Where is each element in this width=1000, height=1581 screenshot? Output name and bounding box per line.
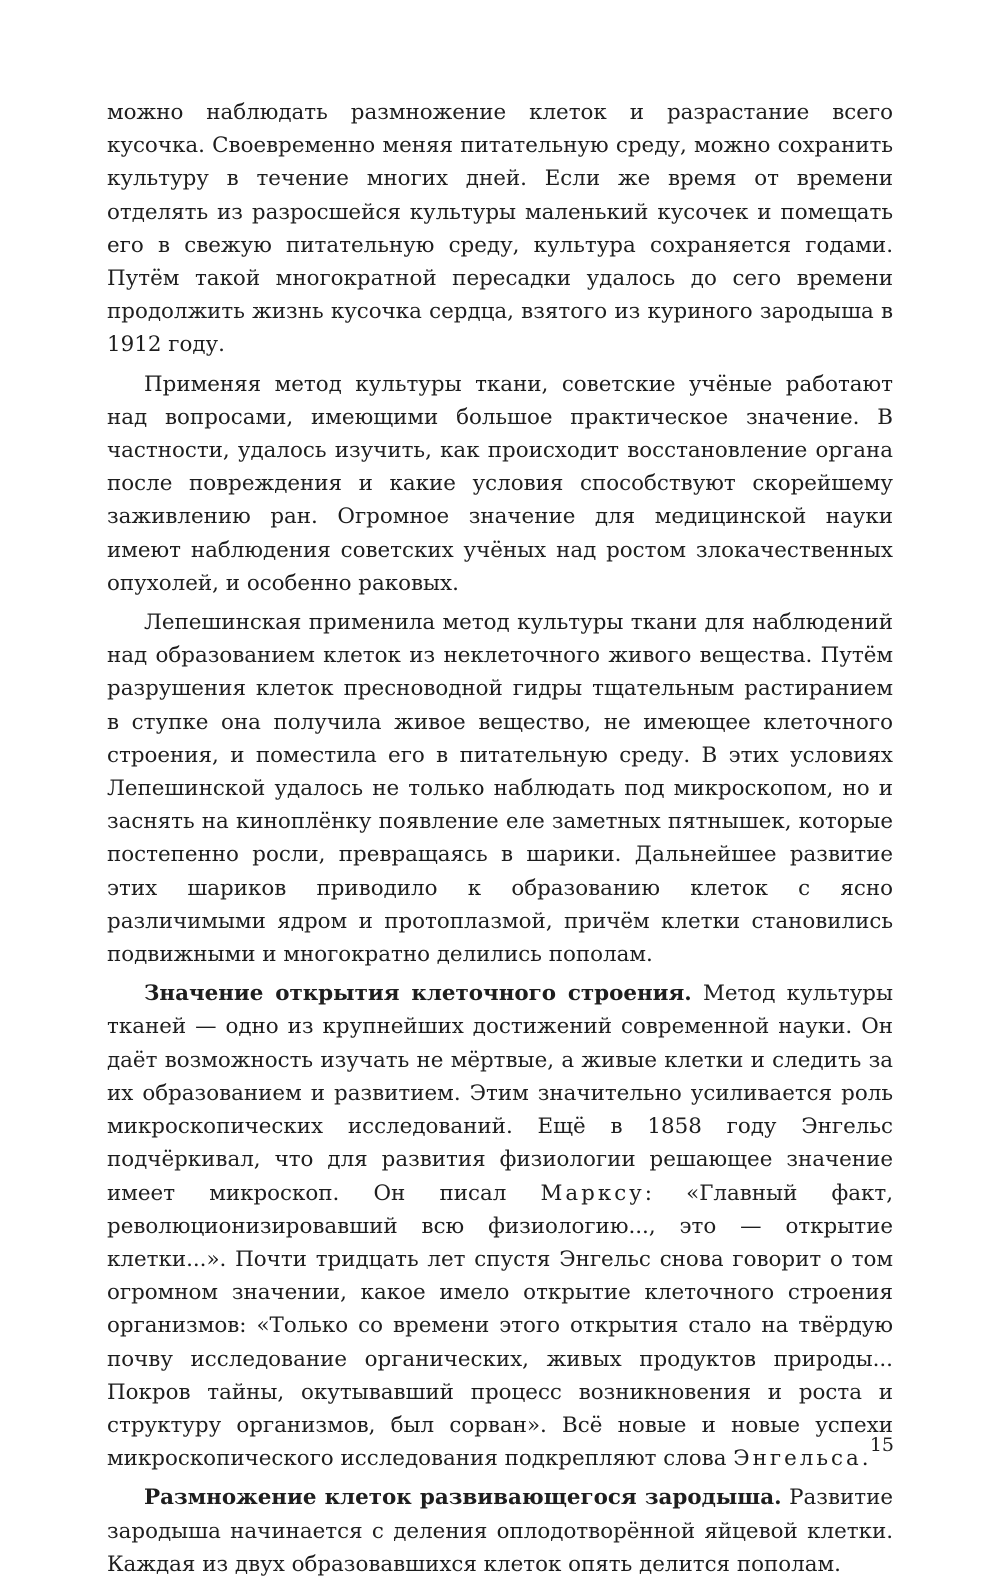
spaced-name-engels: Энгельса [733,1446,862,1472]
paragraph-text: Лепешинская применила метод культуры ткани для наблюдений над образованием клеток из неклеточного живого вещества. Путём разрушения клеток пресноводной гидры тщательным растиранием в ступке она получила живое вещество, не имеющее клеточного строения, и поместила его в питательную среду. В этих условиях Лепешинской удалось не только наблюдать под микроскопом, но и заснять на киноплёнку появление еле заметных пятнышек, которые постепенно росли, превращаясь в шарики. Дальнейшее развитие этих шариков приводило к образованию клеток с ясно различимыми ядром и протоплазмой, причём клетки становились подвижными и многократно делились пополам. [107,610,893,968]
paragraph-text: . [861,1446,869,1472]
paragraph-cell-structure-significance [107,977,893,1475]
paragraph-lepeshinskaya [107,606,893,971]
paragraph-text: : «Главный факт, революционизировавший всю физиологию..., это — открытие клетки...». Почти тридцать лет спустя Энгельс снова говорит о том огромном значении, какое имело открытие клеточного строения организмов: «Только со времени этого открытия стало на твёрдую почву исследование органических, живых продуктов природы... Покров тайны, окутывавший процесс возникновения и роста и структуру организмов, был сорван». Всё новые и новые успехи микроскопического исследования подкрепляют слова [107,1180,893,1472]
paragraph-embryo-cell-division [107,1481,893,1581]
main-text [107,96,893,1581]
paragraph-culture-continuation [107,96,893,362]
paragraph-text: Метод культуры тканей — одно из крупнейших достижений современной науки. Он даёт возможность изучать не мёртвые, а живые клетки и следить за их образованием и развитием. Этим значительно усиливается роль микроскопических исследований. Ещё в 1858 году Энгельс подчёркивал, что для развития физиологии решающее значение имеет микроскоп. Он писал [107,981,893,1206]
paragraph-soviet-scientists [107,368,893,600]
spaced-name-marx: Марксу [540,1180,645,1206]
paragraph-text: можно наблюдать размножение клеток и разрастание всего кусочка. Своевременно меняя питательную среду, можно сохранить культуру в течение многих дней. Если же время от времени отделять из разросшейся культуры маленький кусочек и помещать его в свежую питательную среду, культура сохраняется годами. Путём такой многократной пересадки удалось до сего времени продолжить жизнь кусочка сердца, взятого из куриного зародыша в 1912 году. [107,100,893,358]
paragraph-text: Применяя метод культуры ткани, советские учёные работают над вопросами, имеющими большое практическое значение. В частности, удалось изучить, как происходит восстановление органа после повреждения и какие условия способствуют скорейшему заживлению ран. Огромное значение для медицинской науки имеют наблюдения советских учёных над ростом злокачественных опухолей, и особенно раковых. [107,371,893,596]
paragraph-text: Развитие зародыша начинается с деления оплодотворённой яйцевой клетки. Каждая из двух образовавшихся клеток опять делится пополам. [107,1485,893,1577]
run-in-heading: Размножение клеток развивающегося зародыша. [144,1485,782,1511]
page-number: 15 [869,1434,894,1456]
run-in-heading: Значение открытия клеточного строения. [144,981,692,1007]
